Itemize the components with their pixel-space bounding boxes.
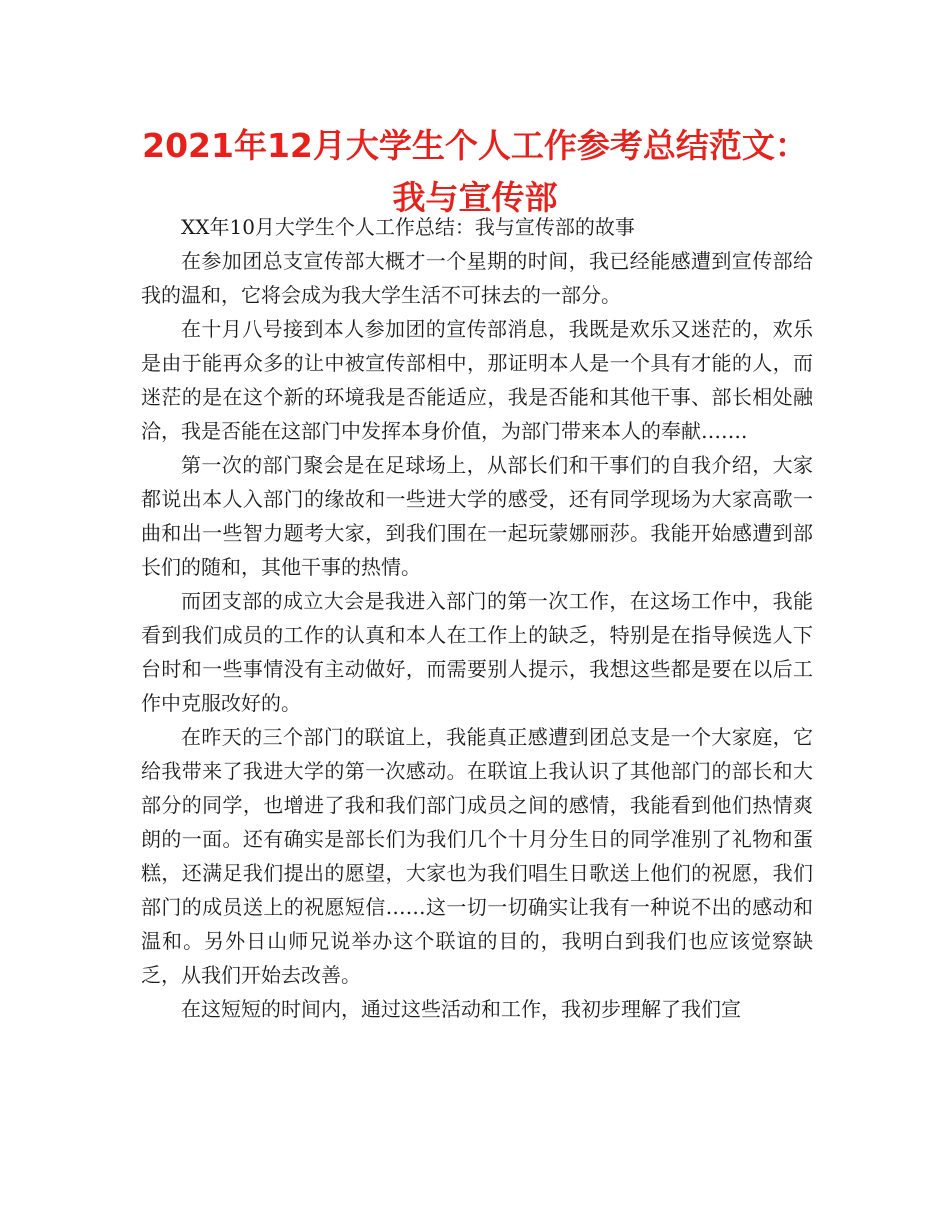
paragraph: 在这短短的时间内，通过这些活动和工作，我初步理解了我们宣 [181,997,741,1021]
document-title: 2021年12月大学生个人工作参考总结范文：我与宣传部 [142,126,808,217]
paragraph: 第一次的部门聚会是在足球场上，从部长们和干事们的自我介绍，大家都说出本人入部门的缘故和一些进大学的感受，还有同学现场为大家高歌一曲和出一些智力题考大家，到我们围在一起玩蒙娜丽莎。我能开始感遭到部长们的随和，其他干事的热情。 [141,453,813,579]
paragraph: 在昨天的三个部门的联谊上，我能真正感遭到团总支是一个大家庭，它给我带来了我进大学的第一次感动。在联谊上我认识了其他部门的部长和大部分的同学，也增进了我和我们部门成员之间的感情，我能看到他们热情爽朗的一面。还有确实是部长们为我们几个十月分生日的同学准别了礼物和蛋糕，还满足我们提出的愿望，大家也为我们唱生日歌送上他们的祝愿，我们部门的成员送上的祝愿短信……这一切一切确实让我有一种说不出的感动和温和。另外日山师兄说举办这个联谊的目的，我明白到我们也应该觉察缺乏，从我们开始去改善。 [141,725,813,987]
paragraph: 在十月八号接到本人参加团的宣传部消息，我既是欢乐又迷茫的，欢乐是由于能再众多的让中被宣传部相中，那证明本人是一个具有才能的人，而迷茫的是在这个新的环境我是否能适应，我是否能和其他干事、部长相处融洽，我是否能在这部门中发挥本身价值，为部门带来本人的奉献……. [141,317,813,443]
paragraph: 而团支部的成立大会是我进入部门的第一次工作，在这场工作中，我能看到我们成员的工作的认真和本人在工作上的缺乏，特别是在指导候选人下台时和一些事情没有主动做好，而需要别人提示，我想这些都是要在以后工作中克服改好的。 [141,589,813,715]
paragraph: 在参加团总支宣传部大概才一个星期的时间，我已经能感遭到宣传部给我的温和，它将会成为我大学生活不可抹去的一部分。 [141,249,813,307]
paragraph: XX年10月大学生个人工作总结：我与宣传部的故事 [181,215,635,239]
document-body [141,210,813,1026]
